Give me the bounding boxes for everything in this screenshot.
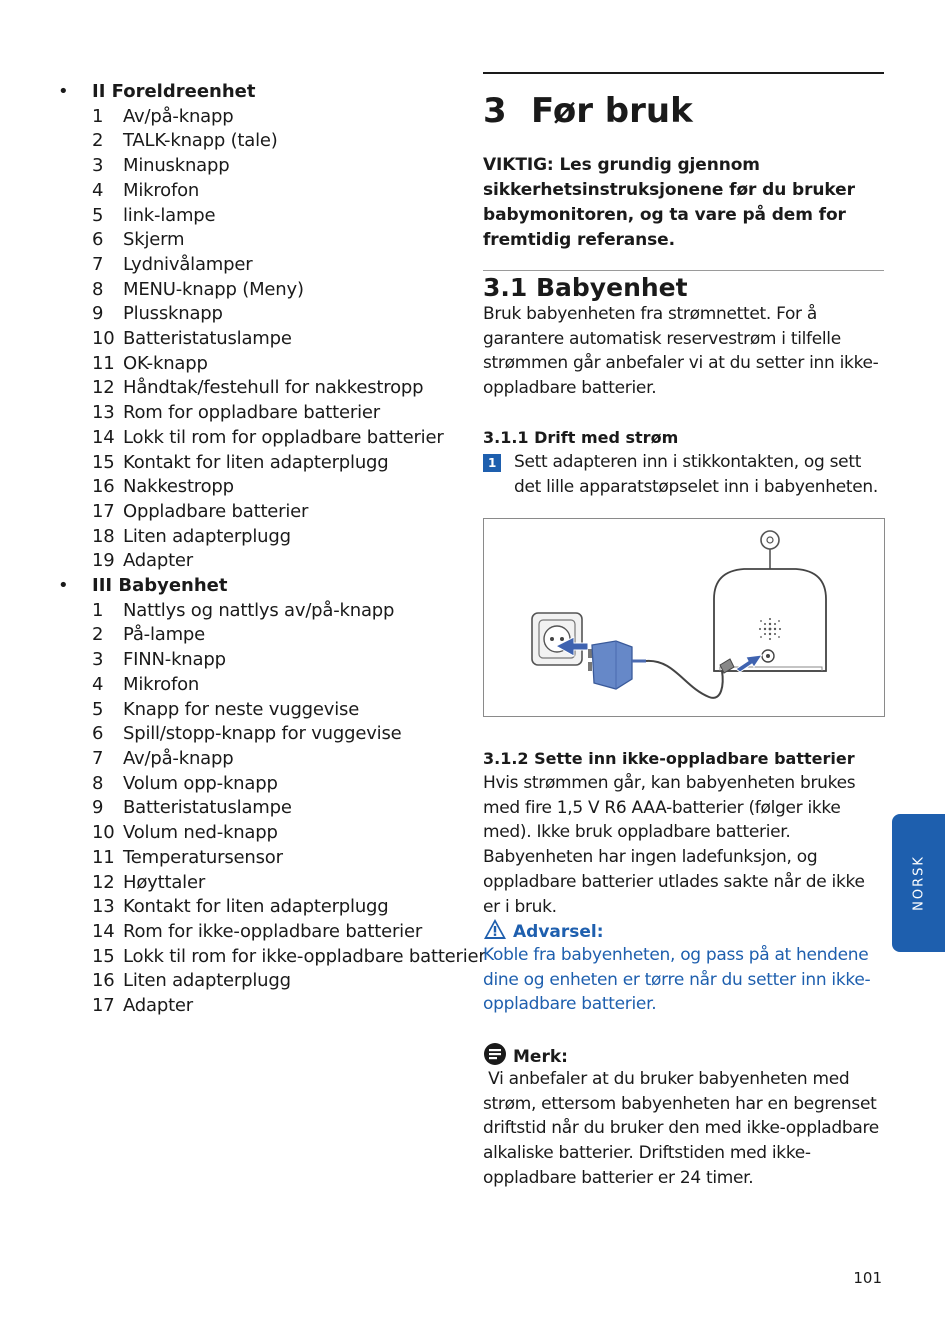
warning-title: Advarsel:	[513, 922, 604, 942]
section-parent-unit	[58, 80, 458, 574]
adapter-icon	[588, 641, 646, 689]
item-number: 13	[92, 402, 115, 424]
item-number: 16	[92, 476, 115, 498]
item-number: 4	[92, 179, 104, 201]
list-item	[58, 648, 458, 673]
step-text: Sett adapteren inn i stikkontakten, og sett det lille apparatstøpselet inn i babyenheten.	[514, 452, 878, 497]
step-number-badge: 1	[483, 454, 501, 472]
item-label: Mikrofon	[123, 179, 200, 201]
list-item	[58, 920, 458, 945]
list-item	[58, 327, 458, 352]
list-item	[58, 154, 458, 179]
item-label: Liten adapterplugg	[123, 525, 291, 547]
item-label: Av/på-knapp	[123, 105, 234, 127]
item-label: OK-knapp	[123, 352, 208, 374]
item-number: 7	[92, 747, 104, 769]
note-text: Vi anbefaler at du bruker babyenheten med strøm, ettersom babyenheten har en begrenset driftstid når du bruker den med ikke-oppladbare alkaliske batterier. Driftstiden med ikke-oppladbare batterier er 24 timer.	[483, 1069, 885, 1188]
important-notice: VIKTIG: Les grundig gjennom sikkerhetsinstruksjonene før du bruker babymonitoren, og ta vare på dem for fremtidig referanse.	[483, 155, 855, 250]
note-title: Merk:	[513, 1047, 568, 1067]
chapter-title: Før bruk	[531, 91, 693, 131]
item-number: 13	[92, 896, 115, 918]
list-item	[58, 969, 458, 994]
item-label: Liten adapterplugg	[123, 970, 291, 992]
dc-socket-icon	[762, 650, 774, 662]
item-number: 12	[92, 377, 115, 399]
baby-unit-items	[58, 599, 486, 1019]
item-label: Minusknapp	[123, 155, 230, 177]
list-item	[58, 278, 458, 303]
item-label: FINN-knapp	[123, 649, 226, 671]
section-title	[58, 80, 458, 105]
list-item	[58, 871, 458, 896]
batteries-text: Hvis strømmen går, kan babyenheten brukes med fire 1,5 V R6 AAA-batterier (følger ikke med). Ikke bruk oppladbare batterier. Babyenheten har ingen ladefunksjon, og oppladbare batterier utlades sakte når de ikke er i bruk.	[483, 773, 865, 917]
section-rule	[483, 270, 884, 271]
list-item	[58, 747, 458, 772]
item-number: 5	[92, 698, 104, 720]
parent-unit-items	[58, 105, 458, 574]
item-label: MENU-knapp (Meny)	[123, 278, 304, 300]
list-item	[58, 426, 458, 451]
section-title	[58, 574, 458, 599]
item-label: Knapp for neste vuggevise	[123, 698, 360, 720]
chapter-heading	[483, 90, 693, 132]
section-title-text: II Foreldreenhet	[92, 81, 256, 102]
step-1	[483, 450, 884, 499]
item-number: 9	[92, 797, 104, 819]
item-label: TALK-knapp (tale)	[123, 130, 278, 152]
item-number: 9	[92, 303, 104, 325]
item-number: 8	[92, 772, 104, 794]
item-number: 15	[92, 945, 115, 967]
item-number: 17	[92, 995, 115, 1017]
item-label: Håndtak/festehull for nakkestropp	[123, 377, 424, 399]
list-item	[58, 376, 458, 401]
section-intro: Bruk babyenheten fra strømnettet. For å garantere automatisk reservestrøm i tilfelle strømmen går anbefaler vi at du setter inn ikke-oppladbare batterier.	[483, 304, 879, 399]
list-item	[58, 549, 458, 574]
item-number: 3	[92, 649, 104, 671]
item-number: 4	[92, 673, 104, 695]
item-label: Adapter	[123, 550, 194, 572]
item-number: 15	[92, 451, 115, 473]
item-number: 17	[92, 500, 115, 522]
list-item	[58, 796, 458, 821]
item-label: Nattlys og nattlys av/på-knapp	[123, 599, 395, 621]
list-item	[58, 895, 458, 920]
item-number: 6	[92, 229, 104, 251]
list-item	[58, 673, 458, 698]
item-label: Høyttaler	[123, 871, 206, 893]
item-label: Lydnivålamper	[123, 253, 253, 275]
parts-list	[58, 80, 486, 1019]
item-number: 10	[92, 822, 115, 844]
item-number: 10	[92, 328, 115, 350]
list-item	[58, 451, 458, 476]
item-label: Skjerm	[123, 229, 185, 251]
item-label: link-lampe	[123, 204, 216, 226]
list-item	[58, 500, 458, 525]
item-label: Av/på-knapp	[123, 747, 234, 769]
list-item	[58, 525, 458, 550]
adapter-illustration	[483, 518, 885, 717]
item-number: 11	[92, 846, 115, 868]
list-item	[58, 105, 458, 130]
item-number: 19	[92, 550, 115, 572]
warning-text: Koble fra babyenheten, og pass på at hendene dine og enheten er tørre når du setter inn ikke-oppladbare batterier.	[483, 945, 871, 1015]
item-label: Plussknapp	[123, 303, 223, 325]
item-label: Oppladbare batterier	[123, 500, 309, 522]
item-label: Kontakt for liten adapterplugg	[123, 896, 389, 918]
list-item	[58, 821, 458, 846]
subsection-title-power: 3.1.1 Drift med strøm	[483, 428, 679, 447]
item-number: 7	[92, 253, 104, 275]
item-number: 8	[92, 278, 104, 300]
list-item	[58, 994, 458, 1019]
section-title: 3.1 Babyenhet	[483, 273, 688, 302]
list-item	[58, 945, 486, 970]
item-number: 16	[92, 970, 115, 992]
language-tab-label: NORSK	[911, 855, 926, 911]
language-tab	[892, 814, 945, 952]
list-item	[58, 599, 458, 624]
top-rule	[483, 72, 884, 74]
item-label: Batteristatuslampe	[123, 328, 292, 350]
list-item	[58, 846, 458, 871]
list-item	[58, 698, 458, 723]
list-item	[58, 228, 458, 253]
item-number: 6	[92, 723, 104, 745]
bullet: •	[58, 81, 69, 102]
list-item	[58, 623, 458, 648]
item-number: 1	[92, 599, 104, 621]
list-item	[58, 352, 458, 377]
list-item	[58, 204, 458, 229]
item-number: 14	[92, 426, 115, 448]
list-item	[58, 475, 458, 500]
list-item	[58, 129, 458, 154]
item-number: 14	[92, 920, 115, 942]
list-item	[58, 179, 458, 204]
item-label: Rom for oppladbare batterier	[123, 402, 380, 424]
item-label: Batteristatuslampe	[123, 797, 292, 819]
section-title-text: III Babyenhet	[92, 575, 228, 597]
item-label: Mikrofon	[123, 673, 200, 695]
item-number: 2	[92, 130, 104, 152]
item-number: 2	[92, 624, 104, 646]
item-number: 3	[92, 155, 104, 177]
chapter-number: 3	[483, 91, 507, 131]
item-label: Spill/stopp-knapp for vuggevise	[123, 723, 402, 745]
item-label: Adapter	[123, 995, 194, 1017]
page-number: 101	[853, 1269, 882, 1287]
list-item	[58, 253, 458, 278]
item-label: På-lampe	[123, 624, 206, 646]
item-label: Nakkestropp	[123, 476, 234, 498]
item-label: Lokk til rom for ikke-oppladbare batterier	[123, 945, 486, 967]
list-item	[58, 302, 458, 327]
item-number: 18	[92, 525, 115, 547]
item-label: Rom for ikke-oppladbare batterier	[123, 920, 423, 942]
list-item	[58, 401, 458, 426]
subsection-title-batteries: 3.1.2 Sette inn ikke-oppladbare batterier	[483, 749, 855, 768]
item-label: Temperatursensor	[123, 846, 283, 868]
section-baby-unit	[58, 574, 486, 1019]
item-number: 12	[92, 871, 115, 893]
bullet: •	[58, 575, 69, 597]
list-item	[58, 722, 458, 747]
item-label: Lokk til rom for oppladbare batterier	[123, 426, 444, 448]
item-number: 11	[92, 352, 115, 374]
item-number: 5	[92, 204, 104, 226]
item-label: Volum opp-knapp	[123, 772, 278, 794]
list-item	[58, 772, 458, 797]
item-number: 1	[92, 105, 104, 127]
item-label: Kontakt for liten adapterplugg	[123, 451, 389, 473]
item-label: Volum ned-knapp	[123, 822, 278, 844]
